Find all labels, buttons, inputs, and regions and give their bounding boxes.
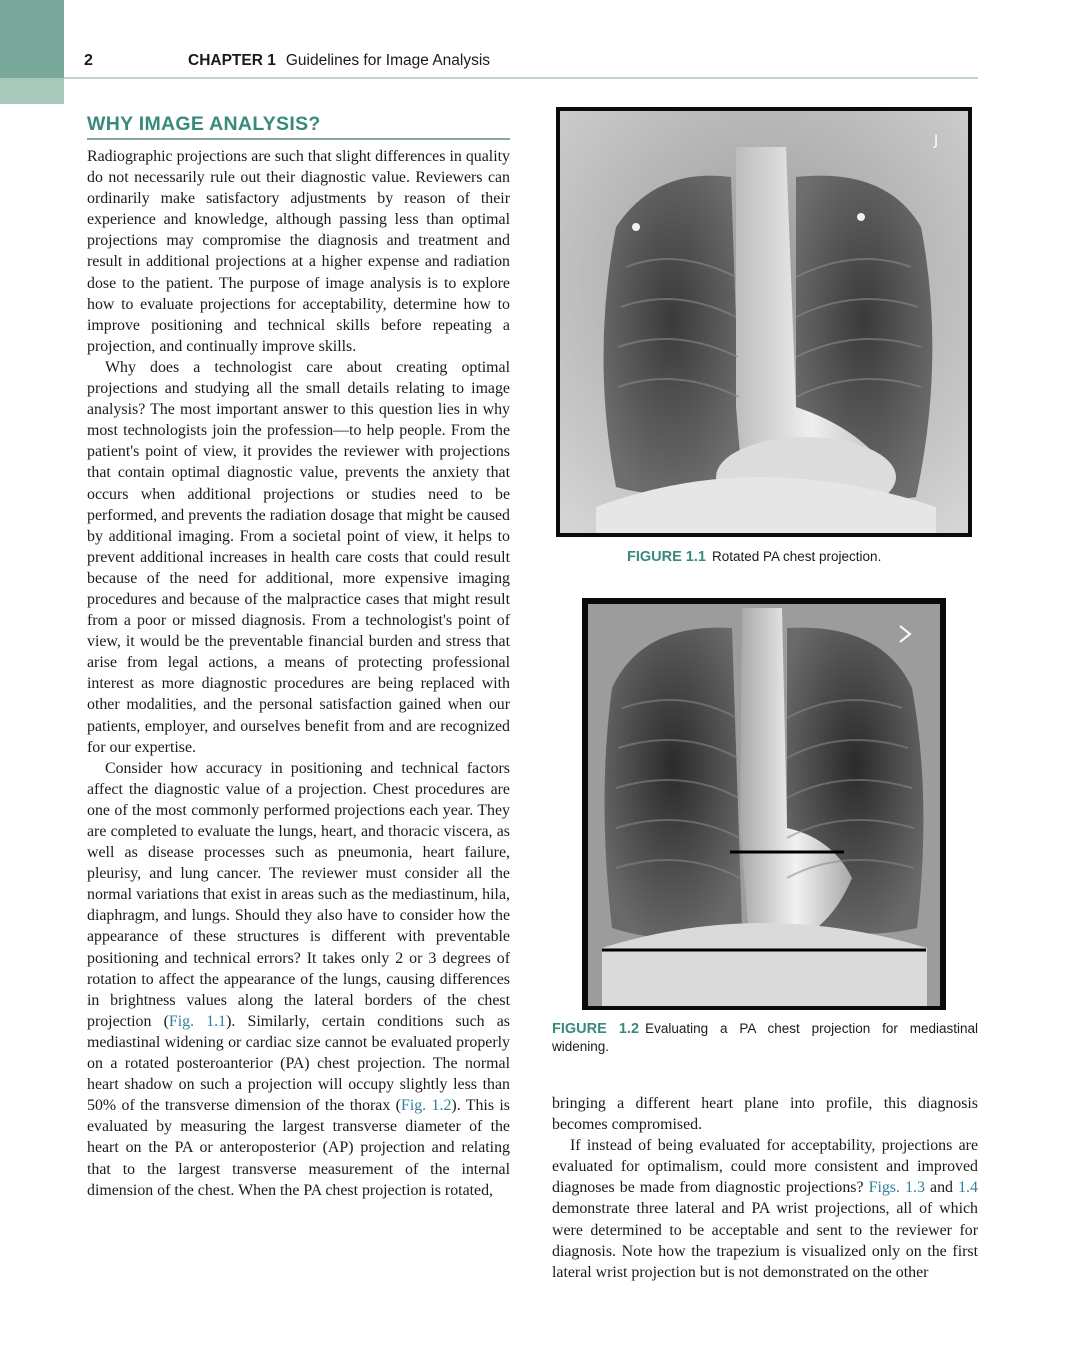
right-column: [552, 1093, 978, 1283]
figure-link[interactable]: Fig. 1.1: [168, 1012, 227, 1030]
figure-link[interactable]: 1.4: [958, 1179, 978, 1197]
paragraph-text: ). Similarly, certain conditions such as mediastinal widening or cardiac size cannot be evaluated properly on a rotated posteroanterior (PA) chest projection. The normal heart shadow on such a projection will occupy slightly less than 50% of the transverse dimension of the thorax (: [87, 1012, 510, 1115]
figure-label: FIGURE 1.2: [552, 1021, 640, 1037]
paragraph: [552, 1135, 978, 1283]
chapter-tab: [0, 0, 64, 78]
figure-1-2-xray: [582, 598, 946, 1010]
paragraph-text: demonstrate three lateral and PA wrist projections, all of which were determined to be acceptable and sent to the reviewer for diagnosis. Note how the trapezium is visualized only on the first lateral wrist projection but is not demonstrated on the other: [552, 1200, 978, 1281]
running-header: [188, 52, 490, 70]
caption-text: Rotated PA chest projection.: [711, 549, 882, 564]
paragraph-text: and: [924, 1179, 959, 1197]
figure-label: FIGURE 1.1: [627, 549, 706, 565]
figure-1-2-caption: [552, 1020, 978, 1055]
paragraph: Radiographic projections are such that slight differences in quality do not necessarily rule out their diagnostic value. Reviewers can ordinarily make satisfactory adjustments by reason of their experience and knowledge, although passing less than optimal projections may compromise the diagnosis and treatment and result in additional projections at a higher expense and radiation dose to the patient. The purpose of image analysis is to explore how to evaluate projections for acceptability, determine how to improve positioning and technical skills before repeating a projection, and continually improve skills.: [87, 148, 510, 355]
paragraph-text: Consider how accuracy in positioning and technical factors affect the diagnostic value of a projection. Chest procedures are one of the most commonly performed projections each year. They are completed to evaluate the lungs, heart, and thoracic viscera, as well as disease processes such as pneumonia, heart failure, pleurisy, and lung cancer. The reviewer must consider all the normal variations that exist in areas such as the mediastinum, hila, diaphragm, and lungs. Should they also have to consider how the appearance of these structures is different with preventable positioning and technical errors? It takes only 2 or 3 degrees of rotation to affect the appearance of the lungs, causing differences in brightness values along the lateral borders of the chest projection (: [87, 759, 510, 1030]
chapter-tab-lower: [0, 78, 64, 104]
chapter-title: Guidelines for Image Analysis: [285, 52, 491, 69]
section-title: WHY IMAGE ANALYSIS?: [87, 113, 510, 140]
figure-link[interactable]: Fig. 1.2: [400, 1097, 452, 1115]
chapter-number: CHAPTER 1: [188, 52, 276, 69]
paragraph: bringing a different heart plane into profile, this diagnosis becomes compromised.: [552, 1095, 978, 1134]
figure-1-1-caption: [627, 548, 947, 566]
figure-link[interactable]: Figs. 1.3: [868, 1179, 925, 1197]
caption-text: Evaluating a PA chest projection for mediastinal widening.: [552, 1021, 978, 1054]
paragraph: Why does a technologist care about creating optimal projections and studying all the small details relating to image analysis? The most important answer to this question lies in why most technologists join the profession—to help people. From the patient's point of view, it provides the reviewer with projections that contain optimal diagnostic value, prevents the anxiety that occurs when additional projections or studies need to be performed, and prevents the radiation dosage that might be caused by additional imaging. From a societal point of view, it helps to prevent additional increases in health care costs that could result because of the need for additional, more expensive imaging procedures and because of the malpractice cases that might result from a poor or missed diagnosis. From a technologist's point of view, it would be the preventable financial burden and stress that arise from legal actions, a means of protecting professional interest as more diagnostic procedures are being replaced with other modalities, and the personal satisfaction gained when our patients, employer, and ourselves benefit from and are recognized for our expertise.: [87, 358, 510, 756]
paragraph-text: If instead of being evaluated for acceptability, projections are evaluated for optimalism, could more consistent and improved diagnoses be made from diagnostic projections?: [552, 1137, 978, 1197]
figure-marker: J: [934, 133, 939, 149]
paragraph-text: ). This is evaluated by measuring the largest transverse diameter of the heart on the PA or anteroposterior (AP) projection and relating that to the largest transverse measurement of the internal dimension of the chest. When the PA chest projection is rotated,: [87, 1097, 510, 1199]
left-column: [87, 146, 510, 1201]
figure-1-1-xray: [556, 107, 972, 537]
page-number: 2: [84, 52, 93, 69]
header-rule: [64, 77, 978, 79]
paragraph: [87, 758, 510, 1201]
